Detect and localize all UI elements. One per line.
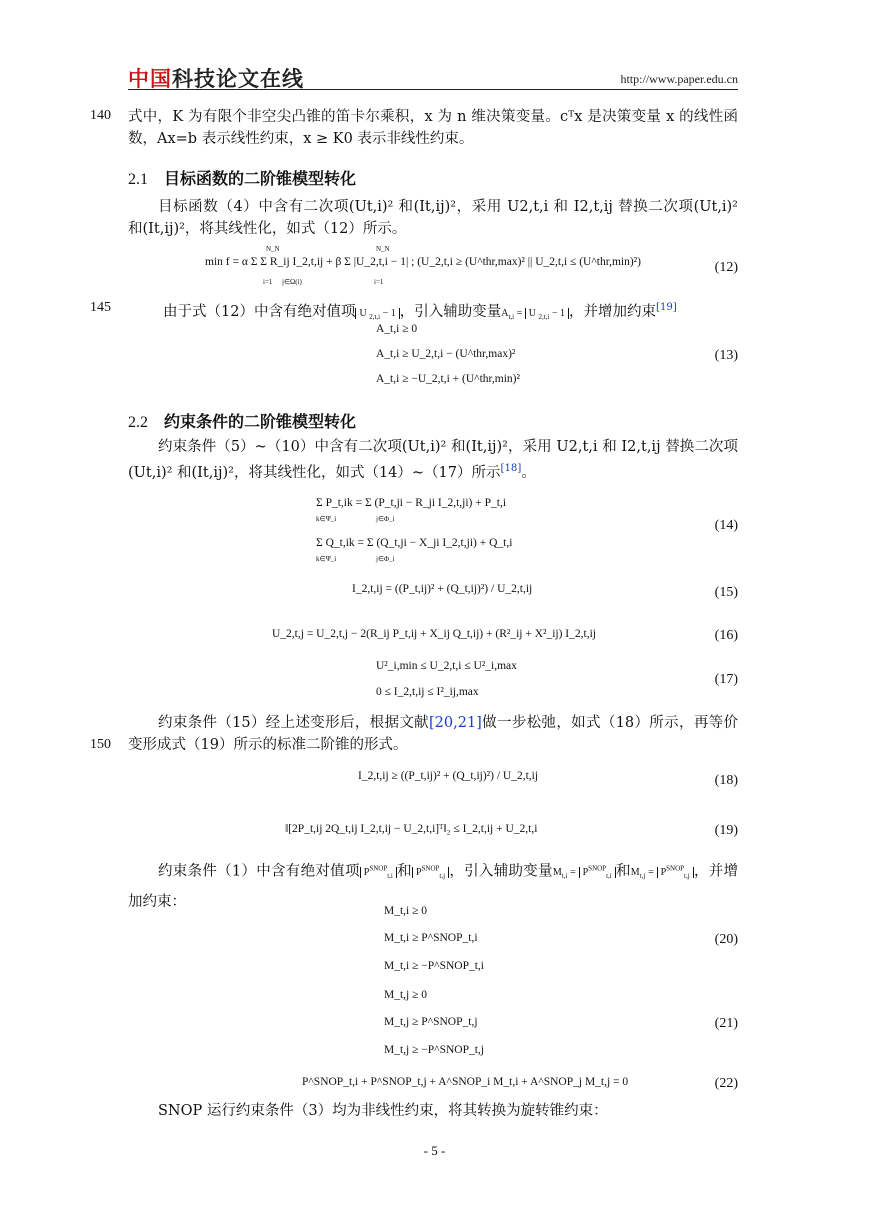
equation-number: (16) xyxy=(714,628,738,643)
equation-14-line: Σ P_t,ik = Σ (P_t,ji − R_ji I_2,t,ji) + P_t,i xyxy=(316,497,507,509)
citation[interactable]: [20,21] xyxy=(429,715,482,731)
line-number: 150 xyxy=(90,737,111,752)
equation-20-line: M_t,i ≥ 0 xyxy=(384,905,428,917)
page-number: - 5 - xyxy=(423,1143,446,1158)
sum-limit: i=1 xyxy=(263,278,273,286)
equation-number: (21) xyxy=(714,1016,738,1031)
sum-limit: N_N xyxy=(376,245,390,253)
equation-17-line: 0 ≤ I_2,t,ij ≤ I²_ij,max xyxy=(376,686,479,698)
equation-13-line: A_t,i ≥ 0 xyxy=(376,323,418,335)
paragraph: 约束条件（1）中含有绝对值项 $P^{SNOP}_{t,i}$ 和 $P^{SNOP}_{t,j}$ ，引入辅助变量$M_{t,i} = P^{SNOP}_{t,i}$ 和$M_{t,j} = P^{SNOP}_{t,j}$ ，并增加约束： xyxy=(128,863,739,911)
sum-limit: N_N xyxy=(266,245,280,253)
logo-text: 科技论文在线 xyxy=(172,67,304,91)
equation-22: P^SNOP_t,i + P^SNOP_t,j + A^SNOP_i M_t,i + A^SNOP_j M_t,j = 0 xyxy=(302,1076,629,1088)
equation-number: (13) xyxy=(714,348,738,363)
equation-12: min f = α Σ Σ R_ij I_2,t,ij + β Σ |U_2,t,i − 1| ; (U_2,t,i ≥ (U^thr,max)² || U_2,t,i ≤ (U^thr,min)²) xyxy=(205,256,641,268)
paragraph: 约束条件（15）经上述变形后，根据文献[20,21]做一步松弛，如式（18）所示，再等价变形成式（19）所示的标准二阶锥的形式。 xyxy=(128,715,738,753)
paragraph: 目标函数（4）中含有二次项(Ut,i)² 和(It,ij)²，采用 U2,t,i 和 I2,t,ij 替换二次项(Ut,i)² 和(It,ij)²，将其线性化，如式（12）所示。 xyxy=(128,199,738,237)
equation-15: I_2,t,ij = ((P_t,ij)² + (Q_t,ij)²) / U_2,t,ij xyxy=(352,583,533,595)
equation-13-line: A_t,i ≥ −U_2,t,i + (U^thr,min)² xyxy=(376,373,520,385)
sum-limit: j∈Φ_i xyxy=(376,515,395,523)
logo-red-part: 中国 xyxy=(128,67,172,91)
paragraph: 式中，K 为有限个非空尖凸锥的笛卡尔乘积，x 为 n 维决策变量。cᵀx 是决策变量 x 的线性函数，Ax=b 表示线性约束，x ≥ K0 表示非线性约束。 xyxy=(128,109,738,147)
equation-number: (15) xyxy=(714,585,738,600)
paragraph: SNOP 运行约束条件（3）均为非线性约束，将其转换为旋转锥约束： xyxy=(158,1103,608,1119)
citation[interactable]: [18] xyxy=(500,463,522,474)
equation-number: (20) xyxy=(714,932,738,947)
section-heading: 2.2 约束条件的二阶锥模型转化 xyxy=(128,412,357,431)
paragraph: 由于式（12）中含有绝对值项 U $_{2,t,i}$ − 1 ，引入辅助变量$A_{t,i} = U$ $_{2,t,i}$ − 1 ，并增加约束[19] xyxy=(163,302,677,321)
sum-limit: k∈Ψ_i xyxy=(316,555,337,563)
citation[interactable]: [19] xyxy=(656,302,677,313)
equation-20-line: M_t,i ≥ −P^SNOP_t,i xyxy=(384,960,484,972)
header-url[interactable]: http://www.paper.edu.cn xyxy=(620,72,738,86)
sum-limit: j∈Φ_i xyxy=(376,555,395,563)
equation-21-line: M_t,j ≥ 0 xyxy=(384,989,428,1001)
header-divider xyxy=(128,89,738,90)
equation-21-line: M_t,j ≥ −P^SNOP_t,j xyxy=(384,1044,484,1056)
equation-number: (18) xyxy=(714,773,738,788)
line-number: 140 xyxy=(90,108,111,123)
sum-limit: j∈Ω(i) xyxy=(282,278,302,286)
equation-number: (17) xyxy=(714,672,738,687)
paragraph: 约束条件（5）~（10）中含有二次项(Ut,i)² 和(It,ij)²，采用 U2,t,i 和 I2,t,ij 替换二次项(Ut,i)² 和(It,ij)²，将其线性化，如式（14）~（17）所示[18]。 xyxy=(128,439,738,481)
equation-19: ‖[2P_t,ij 2Q_t,ij I_2,t,ij − U_2,t,i]ᵀ‖₂ ≤ I_2,t,ij + U_2,t,i xyxy=(285,823,538,835)
equation-number: (14) xyxy=(714,518,738,533)
equation-number: (22) xyxy=(714,1076,738,1091)
equation-13-line: A_t,i ≥ U_2,t,i − (U^thr,max)² xyxy=(376,348,516,360)
equation-20-line: M_t,i ≥ P^SNOP_t,i xyxy=(384,932,478,944)
sum-limit: k∈Ψ_i xyxy=(316,515,337,523)
sum-limit: i=1 xyxy=(374,278,384,286)
equation-number: (12) xyxy=(714,260,738,275)
equation-18: I_2,t,ij ≥ ((P_t,ij)² + (Q_t,ij)²) / U_2,t,ij xyxy=(358,770,539,782)
section-heading: 2.1 目标函数的二阶锥模型转化 xyxy=(128,169,357,188)
equation-number: (19) xyxy=(714,823,738,838)
equation-17-line: U²_i,min ≤ U_2,t,i ≤ U²_i,max xyxy=(376,660,517,672)
equation-14-line: Σ Q_t,ik = Σ (Q_t,ji − X_ji I_2,t,ji) + Q_t,i xyxy=(316,537,513,549)
line-number: 145 xyxy=(90,300,111,315)
equation-16: U_2,t,j = U_2,t,j − 2(R_ij P_t,ij + X_ij Q_t,ij) + (R²_ij + X²_ij) I_2,t,ij xyxy=(272,628,596,640)
equation-21-line: M_t,j ≥ P^SNOP_t,j xyxy=(384,1016,478,1028)
